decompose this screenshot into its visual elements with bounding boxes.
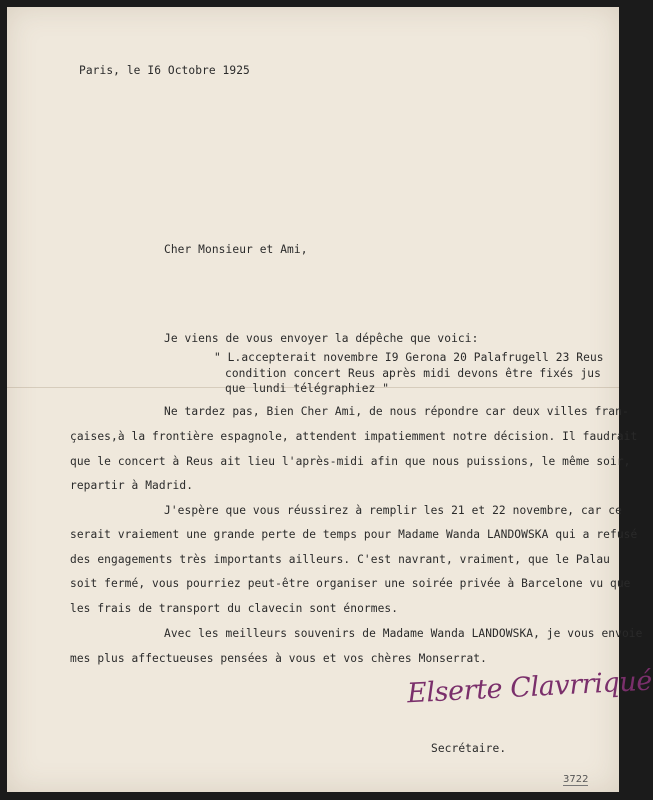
paragraph-line: des engagements très importants ailleurs. C'est navrant, vraiment, que le Palau (70, 553, 610, 566)
paragraph-line: çaises,à la frontière espagnole, attendent impatiemment notre décision. Il faudrait (70, 430, 638, 443)
salutation: Cher Monsieur et Ami, (164, 243, 308, 256)
paragraph-line: que le concert à Reus ait lieu l'après-midi afin que nous puissions, le même soir, (70, 455, 631, 468)
intro-line: Je viens de vous envoyer la dépêche que voici: (164, 332, 479, 345)
archive-number: 3722 (563, 774, 589, 785)
paragraph-line: Avec les meilleurs souvenirs de Madame Wanda LANDOWSKA, je vous envoie (164, 627, 643, 640)
paragraph-line: serait vraiement une grande perte de temps pour Madame Wanda LANDOWSKA qui a refusé (70, 528, 638, 541)
paragraph-line: les frais de transport du clavecin sont énormes. (70, 602, 399, 615)
paragraph-line: J'espère que vous réussirez à remplir les 21 et 22 novembre, car ce (164, 504, 622, 517)
paragraph-line: Ne tardez pas, Bien Cher Ami, de nous répondre car deux villes fran- (164, 405, 629, 418)
letter-page (7, 7, 653, 792)
telegram-quote-line: condition concert Reus après midi devons être fixés jus (225, 367, 601, 380)
telegram-quote-line: " L.accepterait novembre I9 Gerona 20 Palafrugell 23 Reus (214, 351, 604, 364)
paragraph-line: mes plus affectueuses pensées à vous et vos chères Monserrat. (70, 652, 487, 665)
telegram-quote-line: que lundi télégraphiez " (225, 382, 390, 395)
closing-title: Secrétaire. (431, 742, 507, 755)
paragraph-line: soit fermé, vous pourriez peut-être organiser une soirée privée à Barcelone vu que (70, 577, 631, 590)
paragraph-line: repartir à Madrid. (70, 479, 194, 492)
handwritten-signature: Elserte Clavrriqué (406, 665, 653, 710)
date-line: Paris, le I6 Octobre 1925 (79, 64, 250, 77)
